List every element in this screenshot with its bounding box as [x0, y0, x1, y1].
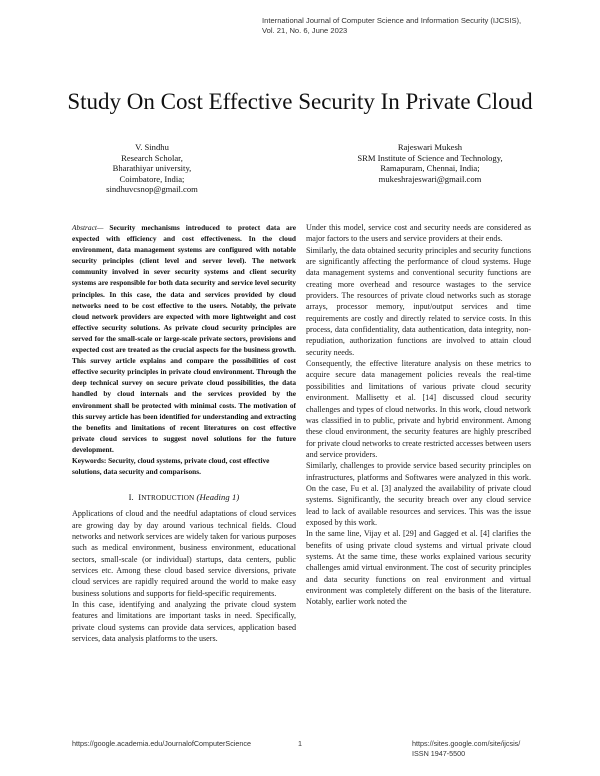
- footer-journal-link[interactable]: https://google.academia.edu/JournalofComputerScience: [72, 739, 251, 748]
- author-name: Rajeswari Mukesh: [397, 142, 463, 152]
- body-paragraph: Similarly, the data obtained security principles and security functions are significantly affecting the performance of cloud systems. Huge data management systems and conventional security functions are creating more overhead and resource wastages to the service providers. The resources of private cloud networks such as storage arrays, processor memory, input/output services and time requirements are costly and directly related to service costs. In this process, data confidentiality, data authentication, data integrity, non-repudiation, authorization functions are involved to attain cloud security needs.: [306, 245, 531, 357]
- keywords: Keywords: Security, cloud systems, private cloud, cost effective solutions, data security and comparisons.: [72, 455, 270, 477]
- footer-issn: ISSN 1947-5500: [412, 749, 466, 758]
- author-email: sindhuvcsnop@gmail.com: [106, 184, 198, 195]
- abstract: [72, 222, 296, 455]
- abstract-dash: —: [96, 223, 110, 232]
- left-column: [72, 222, 296, 644]
- abstract-label: Abstract: [72, 223, 97, 232]
- author-affiliation-line: SRM Institute of Science and Technology,: [357, 152, 503, 163]
- author-email: mukeshrajeswari@gmail.com: [378, 173, 482, 184]
- body-paragraph: In the same line, Vijay et al. [29] and Gagged et al. [4] clarifies the benefits of using private cloud systems and virtual private cloud systems. At the same time, these works explained various security challenges amid virtual environment. The cost of security principles and data security functions on real environment and virtual environment was completely different on the basis of the literature. Notably, earlier work noted the: [306, 529, 531, 607]
- section-title-rest: NTRODUCTION: [141, 494, 195, 503]
- section-number: I.: [128, 492, 134, 503]
- section-style-hint: (Heading 1): [196, 492, 240, 503]
- right-column: [306, 222, 531, 608]
- author-affiliation-line: Research Scholar,: [121, 152, 183, 163]
- body-paragraph: Consequently, the effective literature analysis on these metrics to acquire secure data management policies reveals the real-time possibilities and limitations of various private cloud security environment. Mallisetty et al. [14] discussed cloud security challenges and types of cloud networks. In this work, cloud network was classified in to public, private and hybrid environment. Among these cloud environment, the security features are highly prescribed for private cloud networks to create restricted accesses between users and service providers.: [306, 359, 531, 459]
- footer-site-link[interactable]: https://sites.google.com/site/ijcsis/: [412, 739, 521, 748]
- page-number: 1: [298, 739, 302, 748]
- author-name: V. Sindhu: [135, 142, 169, 152]
- paper-title: Study On Cost Effective Security In Private Cloud: [67, 89, 533, 114]
- section-heading-introduction: [72, 492, 296, 504]
- body-paragraph: In this case, identifying and analyzing the private cloud system features and limitations are important tasks in need. Specifically, private cloud systems can provide data services, application based services, data analysis platforms to the users.: [72, 599, 296, 643]
- body-paragraph: Under this model, service cost and security needs are considered as major factors to the users and service providers at their ends.: [306, 223, 531, 244]
- author-affiliation-line: Ramapuram, Chennai, India;: [380, 163, 480, 174]
- body-paragraph: Similarly, challenges to provide service based security principles on infrastructures, platforms and Softwares were analyzed in this work. On the case, Fu et al. [3] analyzed the availability of private cloud systems. Significantly, the security breach over any cloud service lead to lack of available resources and services. This was the issue exposed by this work.: [306, 461, 531, 527]
- journal-name: International Journal of Computer Science and Information Security (IJCSIS),: [262, 16, 522, 25]
- journal-header: [262, 16, 562, 36]
- journal-issue: Vol. 21, No. 6, June 2023: [262, 26, 348, 35]
- body-paragraph: Applications of cloud and the needful adaptations of cloud services are growing day by day around various technical fields. Cloud networks and network services are widely taken for various purposes such as medical environment, business environment, educational sectors, small-scale (or individual) startups, data centers, public services etc. Among these cloud based service diversions, private cloud services are rapidly required around the world to make easy business solutions and supports for field-specific requirements.: [72, 509, 296, 598]
- author-affiliation-line: Bharathiyar university,: [112, 163, 192, 174]
- author-affiliation-line: Coimbatore, India;: [119, 173, 185, 184]
- section-first-letter: I: [138, 492, 142, 503]
- author-block-2: [310, 142, 550, 184]
- author-block-1: [52, 142, 252, 195]
- abstract-text: Security mechanisms introduced to protect data are expected with efficiency and cost effectiveness. In the cloud environment, data management systems are configured with notable security principles (client level and server level). The network community involved in sever security systems and client security systems are responsible for both data security and service level security principles. In this case, the data and services provided by cloud networks need to be cost effective to the users. Notably, the private cloud network providers are expected with more lightweight and cost effective security solutions. As private cloud security principles are served for the small-scale or large-scale private sectors, provisions and expected cost are treated as the crucial aspects for the business growth. This survey article explains and compare the possibilities of cost effective security principles in private cloud environment. Through the deep technical survey on secure private cloud possibilities, the data handled by cloud internals and the services provided by the environment shall be protected with minimal costs. The motivation of this survey article has been identified for understanding and extracting the benefits and limitations of recent literatures on cost effective private cloud services to suggest novel solutions for the future development.: [72, 223, 296, 454]
- footer-right: [412, 739, 520, 759]
